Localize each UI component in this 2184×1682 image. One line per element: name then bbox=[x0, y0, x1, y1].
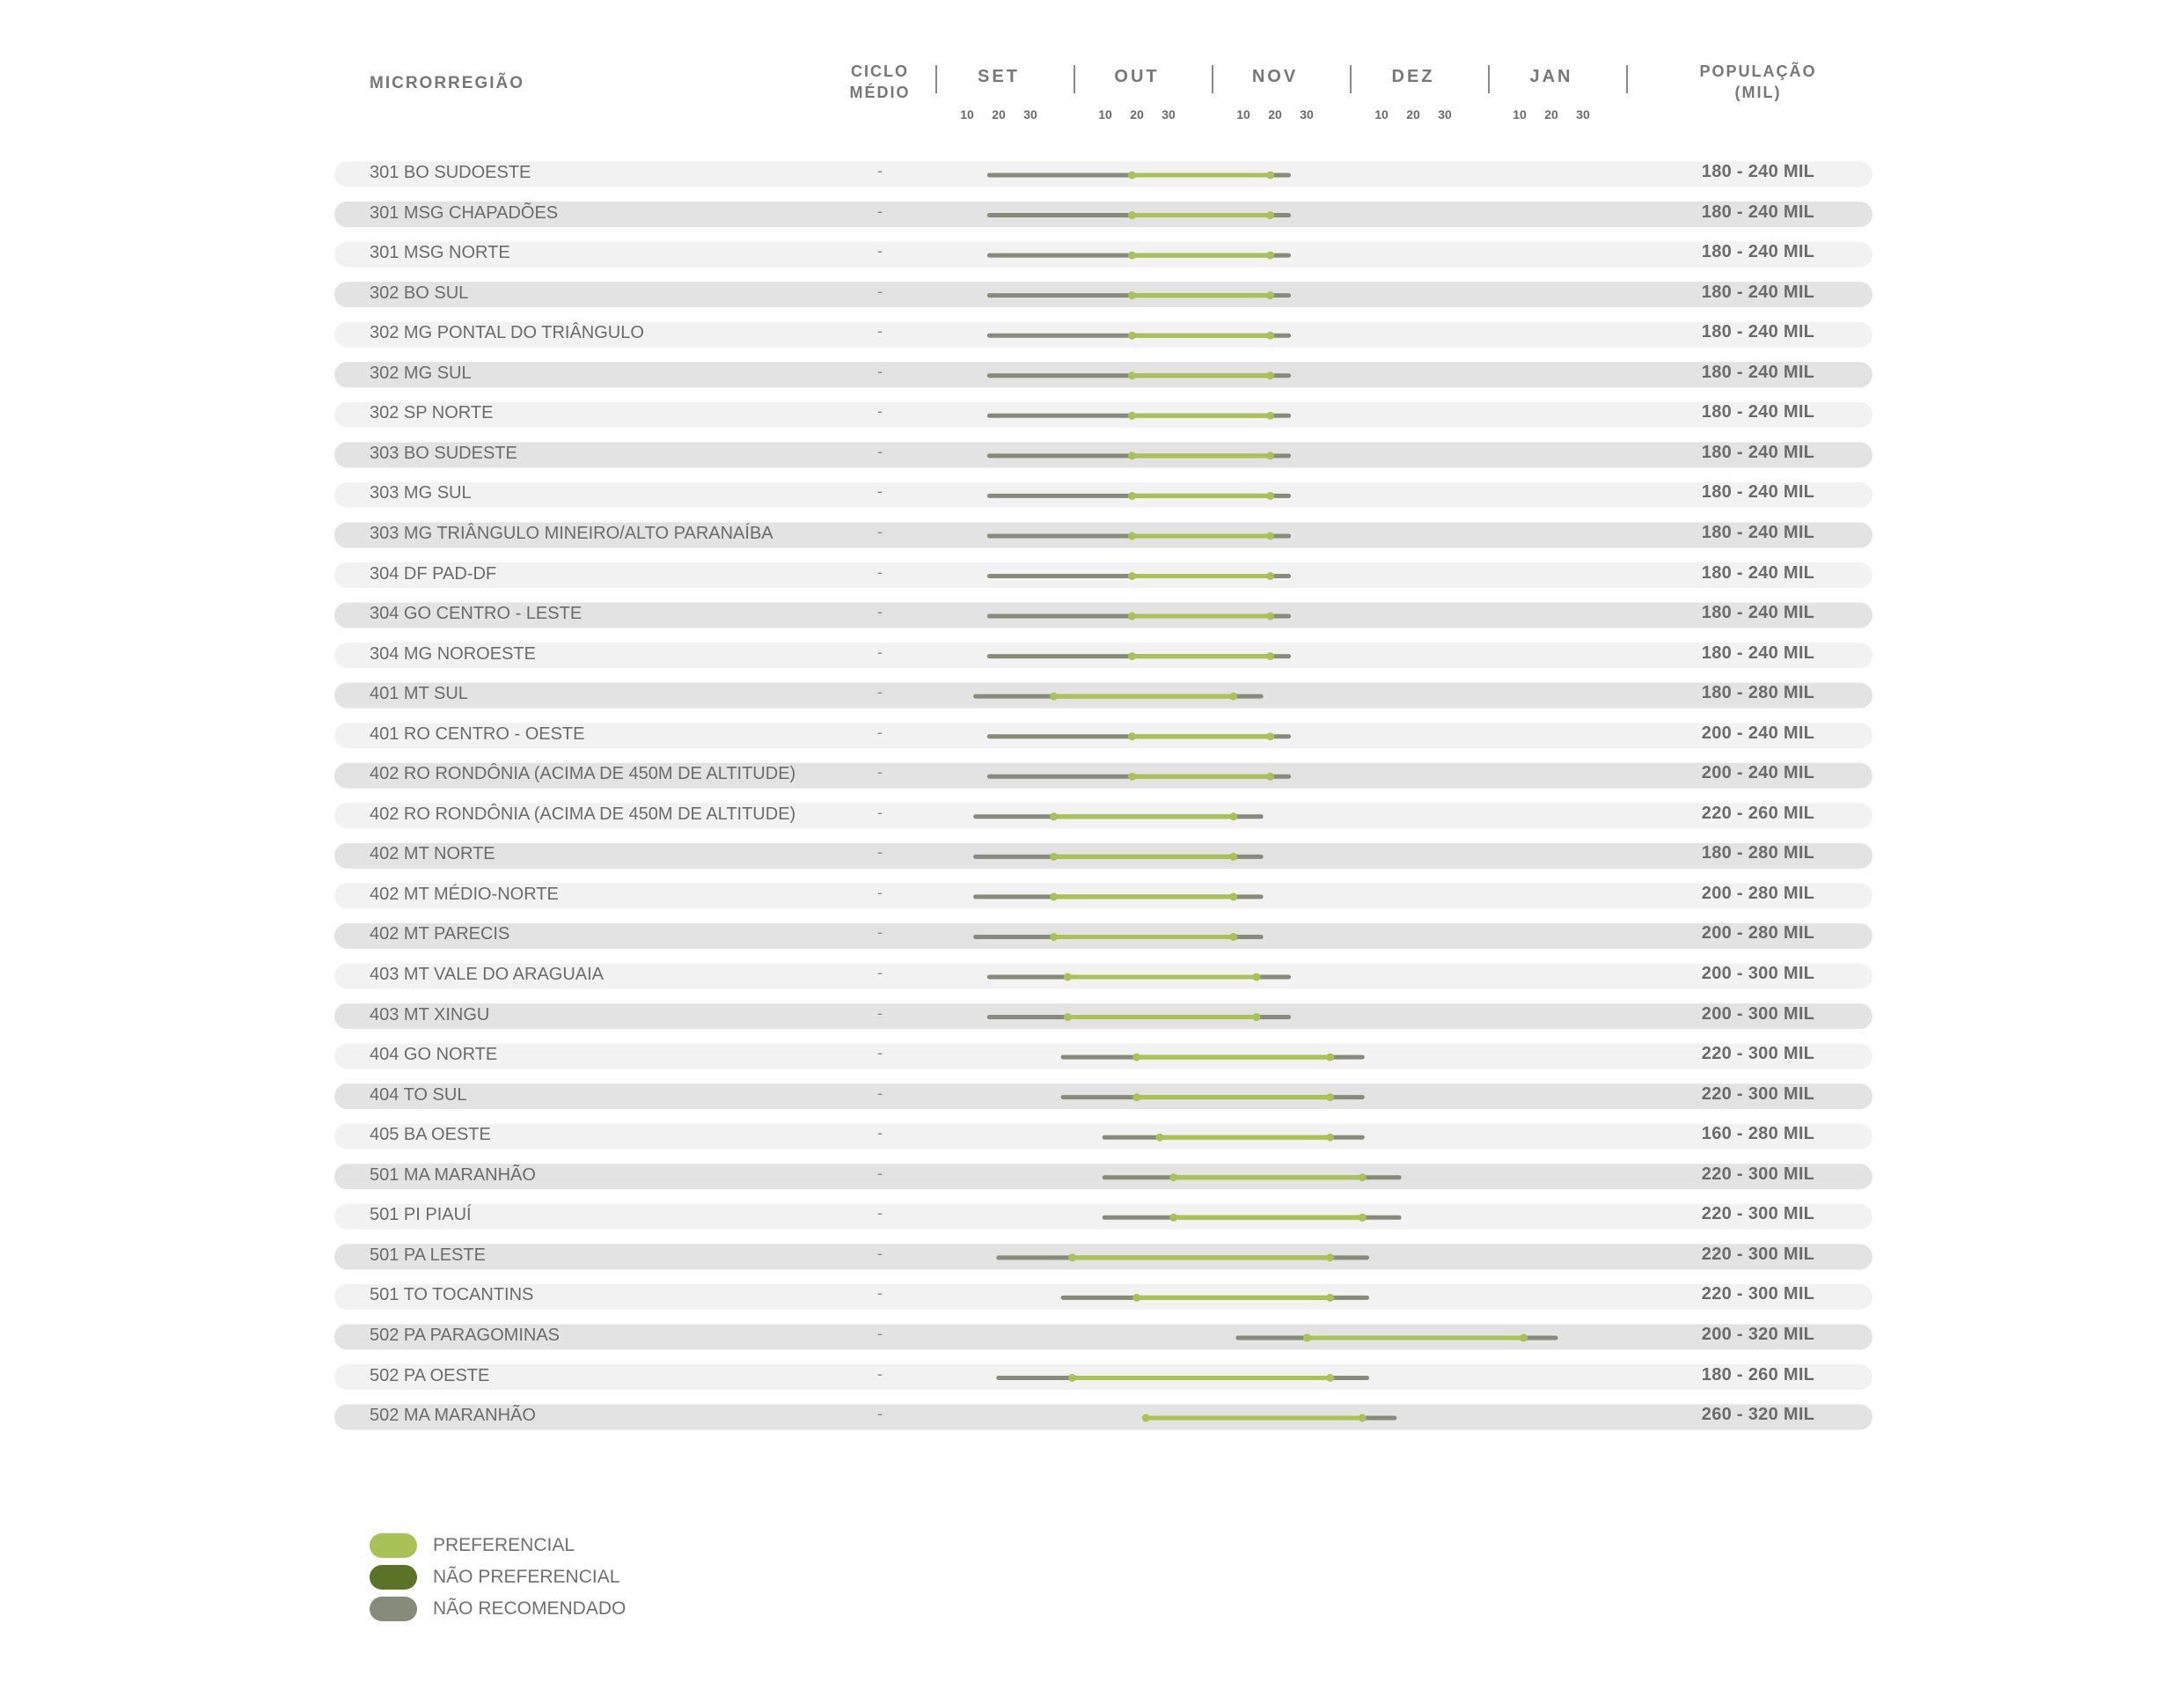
region-label: 304 GO CENTRO - LESTE bbox=[370, 604, 583, 624]
ciclo-medio-value: - bbox=[877, 1244, 883, 1262]
ciclo-medio-value: - bbox=[877, 1405, 883, 1423]
header-ciclo-line1: CICLO bbox=[851, 62, 909, 80]
region-label: 302 MG PONTAL DO TRIÂNGULO bbox=[370, 323, 644, 343]
bar-preferencial-start-dot bbox=[1064, 1013, 1072, 1021]
ciclo-medio-value: - bbox=[877, 1083, 883, 1102]
bar-preferencial-end-dot bbox=[1266, 452, 1274, 459]
populacao-value: 180 - 240 MIL bbox=[1701, 362, 1815, 382]
ciclo-medio-value: - bbox=[877, 1044, 883, 1062]
ciclo-medio-value: - bbox=[877, 763, 883, 782]
bar-preferencial-start-dot bbox=[1303, 1333, 1311, 1341]
region-label: 303 BO SUDESTE bbox=[370, 443, 517, 463]
region-label: 301 MSG NORTE bbox=[370, 243, 510, 263]
region-label: 402 RO RONDÔNIA (ACIMA DE 450M DE ALTITUDE) bbox=[370, 764, 796, 784]
bar-preferencial-start-dot bbox=[1050, 892, 1058, 900]
day-tick-label: 10 bbox=[1513, 107, 1527, 121]
bar-preferencial-end-dot bbox=[1266, 332, 1274, 340]
bar-preferencial-end-dot bbox=[1266, 492, 1274, 500]
header-ciclo-medio bbox=[836, 61, 924, 103]
ciclo-medio-value: - bbox=[877, 1364, 883, 1383]
populacao-value: 200 - 300 MIL bbox=[1701, 964, 1815, 983]
bar-preferencial-start-dot bbox=[1128, 613, 1136, 621]
day-tick-label: 30 bbox=[1162, 107, 1176, 121]
day-tick-label: 20 bbox=[1544, 107, 1558, 121]
bar-preferencial-start-dot bbox=[1132, 1093, 1140, 1101]
region-label: 403 MT VALE DO ARAGUAIA bbox=[370, 965, 605, 984]
ciclo-medio-value: - bbox=[877, 322, 883, 341]
bar-preferencial-end-dot bbox=[1359, 1414, 1367, 1422]
day-tick-label: 20 bbox=[1406, 107, 1420, 121]
populacao-value: 200 - 280 MIL bbox=[1701, 883, 1815, 903]
ciclo-medio-value: - bbox=[877, 803, 883, 821]
region-label: 401 RO CENTRO - OESTE bbox=[370, 723, 585, 744]
ciclo-medio-value: - bbox=[877, 1284, 883, 1303]
bar-preferencial-start-dot bbox=[1132, 1054, 1140, 1061]
bar-preferencial-start-dot bbox=[1128, 211, 1136, 219]
legend-swatch bbox=[370, 1533, 417, 1558]
legend-swatch bbox=[370, 1565, 417, 1590]
day-tick-label: 10 bbox=[1374, 107, 1389, 121]
bar-preferencial-end-dot bbox=[1266, 652, 1274, 660]
region-label: 401 MT SUL bbox=[370, 684, 468, 704]
ciclo-medio-value: - bbox=[877, 1204, 883, 1223]
bar-preferencial-end-dot bbox=[1326, 1054, 1334, 1061]
ciclo-medio-value: - bbox=[877, 843, 883, 862]
ciclo-medio-value: - bbox=[877, 562, 883, 581]
region-label: 502 PA PARAGOMINAS bbox=[370, 1325, 561, 1345]
bar-preferencial-end-dot bbox=[1229, 693, 1237, 701]
region-label: 304 MG NOROESTE bbox=[370, 643, 536, 664]
populacao-value: 180 - 240 MIL bbox=[1701, 282, 1815, 302]
region-label: 501 TO TOCANTINS bbox=[370, 1285, 534, 1305]
populacao-value: 160 - 280 MIL bbox=[1701, 1124, 1815, 1144]
day-tick-label: 30 bbox=[1438, 107, 1452, 121]
legend-label: PREFERENCIAL bbox=[433, 1535, 575, 1555]
ciclo-medio-value: - bbox=[877, 1324, 883, 1342]
day-tick-label: 30 bbox=[1023, 107, 1037, 121]
populacao-value: 220 - 260 MIL bbox=[1701, 803, 1815, 823]
bar-preferencial-end-dot bbox=[1229, 812, 1237, 820]
bar-preferencial-start-dot bbox=[1128, 291, 1136, 299]
bar-preferencial-start-dot bbox=[1128, 172, 1136, 180]
bar-preferencial-start-dot bbox=[1128, 732, 1136, 740]
populacao-value: 200 - 240 MIL bbox=[1701, 723, 1815, 743]
bar-preferencial-end-dot bbox=[1266, 532, 1274, 540]
populacao-value: 220 - 300 MIL bbox=[1701, 1284, 1815, 1304]
region-label: 403 MT XINGU bbox=[370, 1004, 490, 1025]
day-tick-label: 10 bbox=[960, 107, 974, 121]
bar-preferencial-start-dot bbox=[1132, 1294, 1140, 1302]
populacao-value: 220 - 300 MIL bbox=[1701, 1044, 1815, 1064]
populacao-value: 220 - 300 MIL bbox=[1701, 1083, 1815, 1104]
populacao-value: 180 - 240 MIL bbox=[1701, 242, 1815, 262]
populacao-value: 180 - 240 MIL bbox=[1701, 162, 1815, 181]
bar-preferencial-start-dot bbox=[1169, 1173, 1177, 1181]
bar-preferencial-end-dot bbox=[1266, 412, 1274, 420]
header-ciclo-line2: MÉDIO bbox=[849, 84, 911, 101]
bar-preferencial-end-dot bbox=[1326, 1134, 1334, 1142]
region-label: 302 SP NORTE bbox=[370, 403, 494, 423]
populacao-value: 260 - 320 MIL bbox=[1701, 1405, 1815, 1425]
ciclo-medio-value: - bbox=[877, 522, 883, 540]
bar-preferencial-start-dot bbox=[1128, 332, 1136, 340]
region-label: 302 MG SUL bbox=[370, 363, 472, 383]
ciclo-medio-value: - bbox=[877, 1124, 883, 1142]
bar-preferencial-start-dot bbox=[1128, 572, 1136, 580]
ciclo-medio-value: - bbox=[877, 1003, 883, 1022]
region-label: 402 RO RONDÔNIA (ACIMA DE 450M DE ALTITUDE) bbox=[370, 804, 796, 824]
bar-preferencial-start-dot bbox=[1050, 933, 1058, 941]
ciclo-medio-value: - bbox=[877, 964, 883, 981]
bar-preferencial-end-dot bbox=[1326, 1093, 1334, 1101]
day-tick-label: 20 bbox=[1130, 107, 1144, 121]
bar-preferencial-end-dot bbox=[1266, 172, 1274, 180]
populacao-value: 180 - 260 MIL bbox=[1701, 1364, 1815, 1385]
bar-preferencial-start-dot bbox=[1050, 693, 1058, 701]
bar-preferencial-end-dot bbox=[1359, 1173, 1367, 1181]
region-label: 402 MT NORTE bbox=[370, 844, 495, 864]
ciclo-medio-value: - bbox=[877, 282, 883, 300]
bar-preferencial-start-dot bbox=[1128, 412, 1136, 420]
region-label: 402 MT MÉDIO-NORTE bbox=[370, 884, 559, 904]
populacao-value: 180 - 240 MIL bbox=[1701, 522, 1815, 542]
bar-preferencial-end-dot bbox=[1266, 371, 1274, 379]
ciclo-medio-value: - bbox=[877, 202, 883, 220]
populacao-value: 220 - 300 MIL bbox=[1701, 1244, 1815, 1264]
legend-label: NÃO PREFERENCIAL bbox=[433, 1567, 620, 1587]
day-tick-label: 20 bbox=[992, 107, 1006, 121]
bar-preferencial-end-dot bbox=[1326, 1294, 1334, 1302]
populacao-value: 180 - 240 MIL bbox=[1701, 202, 1815, 222]
region-label: 501 PA LESTE bbox=[370, 1245, 486, 1265]
ciclo-medio-value: - bbox=[877, 643, 883, 661]
populacao-value: 180 - 240 MIL bbox=[1701, 643, 1815, 663]
region-label: 303 MG TRIÂNGULO MINEIRO/ALTO PARANAÍBA bbox=[370, 523, 773, 543]
bar-preferencial-end-dot bbox=[1326, 1374, 1334, 1382]
ciclo-medio-value: - bbox=[877, 723, 883, 741]
populacao-value: 180 - 240 MIL bbox=[1701, 402, 1815, 422]
populacao-value: 180 - 240 MIL bbox=[1701, 562, 1815, 583]
ciclo-medio-value: - bbox=[877, 683, 883, 701]
day-tick-label: 10 bbox=[1236, 107, 1250, 121]
row-background bbox=[334, 1405, 1873, 1430]
bar-preferencial-start-dot bbox=[1128, 252, 1136, 260]
populacao-value: 180 - 240 MIL bbox=[1701, 322, 1815, 342]
header-populacao-line2: (MIL) bbox=[1734, 84, 1782, 101]
ciclo-medio-value: - bbox=[877, 883, 883, 901]
bar-preferencial-start-dot bbox=[1068, 1374, 1076, 1382]
header-populacao-line1: POPULAÇÃO bbox=[1699, 62, 1817, 80]
populacao-value: 180 - 280 MIL bbox=[1701, 843, 1815, 863]
region-label: 402 MT PARECIS bbox=[370, 924, 510, 944]
populacao-value: 220 - 300 MIL bbox=[1701, 1204, 1815, 1224]
ciclo-medio-value: - bbox=[877, 242, 883, 261]
bar-preferencial-end-dot bbox=[1229, 933, 1237, 941]
header-populacao bbox=[1679, 61, 1837, 103]
bar-preferencial-end-dot bbox=[1266, 773, 1274, 781]
day-tick-label: 10 bbox=[1098, 107, 1112, 121]
bar-preferencial-end-dot bbox=[1520, 1333, 1528, 1341]
region-label: 502 MA MARANHÃO bbox=[370, 1406, 536, 1426]
bar-preferencial-start-dot bbox=[1128, 773, 1136, 781]
populacao-value: 180 - 240 MIL bbox=[1701, 603, 1815, 623]
bar-preferencial-start-dot bbox=[1068, 1253, 1076, 1261]
bar-preferencial-end-dot bbox=[1359, 1214, 1367, 1222]
bar-preferencial-start-dot bbox=[1050, 853, 1058, 861]
populacao-value: 200 - 280 MIL bbox=[1701, 923, 1815, 944]
legend-swatch bbox=[370, 1597, 417, 1621]
region-label: 404 TO SUL bbox=[370, 1084, 467, 1105]
populacao-value: 200 - 300 MIL bbox=[1701, 1003, 1815, 1024]
legend-label: NÃO RECOMENDADO bbox=[433, 1598, 627, 1619]
bar-preferencial-start-dot bbox=[1128, 652, 1136, 660]
ciclo-medio-value: - bbox=[877, 603, 883, 621]
header-microrregiao: MICRORREGIÃO bbox=[370, 74, 524, 92]
region-label: 404 GO NORTE bbox=[370, 1045, 498, 1065]
region-label: 301 MSG CHAPADÕES bbox=[370, 202, 559, 223]
month-label-set: SET bbox=[978, 67, 1020, 86]
bar-preferencial-end-dot bbox=[1266, 252, 1274, 260]
region-label: 501 PI PIAUÍ bbox=[370, 1205, 472, 1225]
month-label-jan: JAN bbox=[1529, 67, 1573, 86]
populacao-value: 200 - 320 MIL bbox=[1701, 1324, 1815, 1344]
bar-preferencial-start-dot bbox=[1128, 532, 1136, 540]
bar-preferencial-start-dot bbox=[1128, 452, 1136, 459]
bar-preferencial-start-dot bbox=[1155, 1134, 1163, 1142]
month-label-dez: DEZ bbox=[1391, 67, 1435, 86]
ciclo-medio-value: - bbox=[877, 362, 883, 380]
populacao-value: 180 - 240 MIL bbox=[1701, 442, 1815, 462]
region-label: 302 BO SUL bbox=[370, 283, 469, 303]
bar-preferencial-start-dot bbox=[1128, 371, 1136, 379]
bar-preferencial-end-dot bbox=[1229, 853, 1237, 861]
populacao-value: 180 - 240 MIL bbox=[1701, 482, 1815, 503]
bar-preferencial-start-dot bbox=[1142, 1414, 1150, 1422]
region-label: 303 MG SUL bbox=[370, 483, 472, 503]
bar-preferencial-start-dot bbox=[1169, 1214, 1177, 1222]
ciclo-medio-value: - bbox=[877, 923, 883, 942]
bar-preferencial-end-dot bbox=[1266, 572, 1274, 580]
day-tick-label: 30 bbox=[1300, 107, 1314, 121]
region-label: 304 DF PAD-DF bbox=[370, 563, 497, 584]
ciclo-medio-value: - bbox=[877, 1164, 883, 1182]
month-label-nov: NOV bbox=[1251, 67, 1299, 86]
populacao-value: 200 - 240 MIL bbox=[1701, 763, 1815, 783]
region-label: 502 PA OESTE bbox=[370, 1365, 490, 1385]
region-label: 405 BA OESTE bbox=[370, 1125, 491, 1145]
bar-preferencial-start-dot bbox=[1128, 492, 1136, 500]
row-background bbox=[334, 1324, 1873, 1349]
month-label-out: OUT bbox=[1114, 67, 1160, 86]
bar-preferencial-start-dot bbox=[1064, 973, 1072, 981]
populacao-value: 180 - 280 MIL bbox=[1701, 683, 1815, 703]
region-label: 501 MA MARANHÃO bbox=[370, 1164, 536, 1185]
ciclo-medio-value: - bbox=[877, 482, 883, 501]
region-label: 301 BO SUDOESTE bbox=[370, 163, 531, 182]
ciclo-medio-value: - bbox=[877, 442, 883, 460]
bar-preferencial-start-dot bbox=[1050, 812, 1058, 820]
bar-preferencial-end-dot bbox=[1266, 732, 1274, 740]
ciclo-medio-value: - bbox=[877, 402, 883, 421]
ciclo-medio-value: - bbox=[877, 162, 883, 180]
day-tick-label: 30 bbox=[1576, 107, 1590, 121]
bar-preferencial-end-dot bbox=[1326, 1253, 1334, 1261]
bar-preferencial-end-dot bbox=[1266, 211, 1274, 219]
bar-preferencial-end-dot bbox=[1252, 973, 1260, 981]
populacao-value: 220 - 300 MIL bbox=[1701, 1164, 1815, 1184]
bar-preferencial-end-dot bbox=[1229, 892, 1237, 900]
bar-preferencial-end-dot bbox=[1266, 613, 1274, 621]
bar-preferencial-end-dot bbox=[1266, 291, 1274, 299]
day-tick-label: 20 bbox=[1268, 107, 1282, 121]
bar-preferencial-end-dot bbox=[1252, 1013, 1260, 1021]
